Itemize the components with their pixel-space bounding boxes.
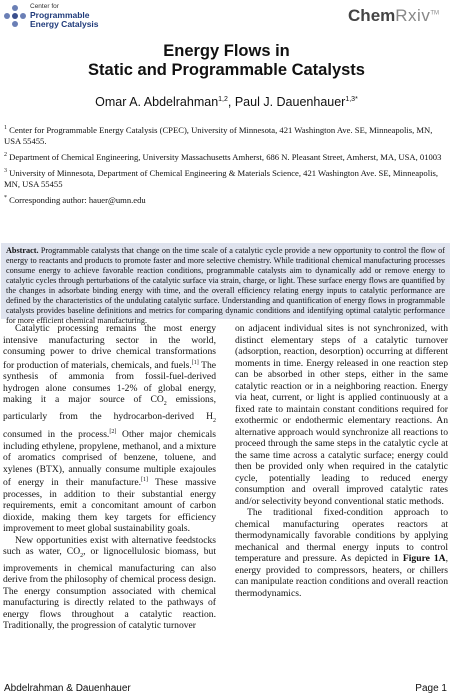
cpec-logo-icon xyxy=(4,5,26,27)
chemrxiv-logo xyxy=(348,6,439,26)
citation: [2] xyxy=(109,429,117,435)
abstract-label: Abstract. xyxy=(6,246,39,255)
affiliation-item xyxy=(4,123,444,147)
text-run: New opportunities exist with alternative feedstocks such as water, CO xyxy=(3,534,216,558)
text-run: The traditional fixed-condition approach to chemical manufacturing operates reactors at thermodynamically favorable conditions by applying mechanical and thermal energy inputs to control temperature and pressure. As depicted in xyxy=(235,507,448,564)
text-run: Catalytic processing remains the most energy intensive manufacturing sector in the world, consuming power to drive chemical transformations for production of materials, chemicals, and fuels. xyxy=(3,323,216,371)
affil-num: 1 xyxy=(4,125,7,131)
brand-chem: Chem xyxy=(348,6,396,25)
body-column-left xyxy=(3,323,216,632)
paragraph xyxy=(235,507,448,599)
text-run: Other major chemicals including ethylene, propylene, methanol, and a mixture of aromatics comprised of benzene, toluene, and xylenes (BTX), annually consume multiple exajoules of energy in their manufacture. xyxy=(3,429,216,489)
paper-title xyxy=(0,42,453,80)
text-run: emissions, particularly from the hydrocarbon-derived H xyxy=(3,394,216,422)
brand-rxiv: Rxiv xyxy=(395,6,431,25)
body-column-right xyxy=(235,323,448,599)
affil-num: 2 xyxy=(4,151,7,158)
text-run: on adjacent individual sites is not synchronized, with distinct elementary steps of a catalytic turnover (adsorption, reaction, desorption) occurring at different moments in time. Energy released in one reaction step can be absorbed in other steps, either in the same catalytic reaction or in a neighboring reaction. Energy via heat, current, or light is applied continuously at a fixed rate to maintain constant conditions required for exothermic or endothermic elementary reactions. An alternative approach would synchronize all reactions to proceed through the same steps in the catalytic cycle at the same time across a catalytic surface; energy could then be provided only when required in the catalytic cycle, potentially leading to reduced energy consumption and overall improved catalytic rates and/or selectivity beyond conventional static methods. xyxy=(235,323,448,507)
logo-line-1: Center for xyxy=(30,3,59,10)
affil-text: Corresponding author: hauer@umn.edu xyxy=(9,194,146,205)
author-1: Omar A. Abdelrahman xyxy=(95,95,219,109)
text-run: consumed in the process. xyxy=(3,429,110,441)
affil-text: Center for Programmable Energy Catalysis (CPEC), University of Minnesota, 421 Washington Ave. SE, Minneapolis, MN, USA 55455. xyxy=(4,124,433,146)
affil-text: University of Minnesota, Department of Chemical Engineering & Materials Science, 421 Washington Ave. SE, Minneapolis, MN, USA 55455 xyxy=(4,167,438,189)
text-run: The synthesis of ammonia from fossil-fuel-derived hydrogen alone consumes 1-2% of global energy, making it a major source of CO xyxy=(3,359,216,406)
author-2: Paul J. Dauenhauer xyxy=(234,95,346,109)
abstract-box xyxy=(1,243,450,325)
author-1-affil: 1,2 xyxy=(218,95,228,103)
author-list xyxy=(0,95,453,109)
footer-authors: Abdelrahman & Dauenhauer xyxy=(4,683,131,694)
cpec-logo xyxy=(4,2,99,29)
text-run: These massive processes, in addition to their substantial energy requirements, emit a concomitant amount of carbon dioxide, making them key targets for efficiency improvement to meet global sustainability goals. xyxy=(3,477,216,535)
subscript: 2 xyxy=(80,553,84,560)
affiliations xyxy=(4,123,444,208)
figure-reference[interactable]: Figure 1A xyxy=(402,553,446,564)
citation: [1] xyxy=(191,359,199,366)
brand-tm: TM xyxy=(430,10,439,17)
author-separator: , xyxy=(227,95,235,109)
paragraph xyxy=(235,323,448,507)
citation: [1] xyxy=(141,477,148,484)
author-2-affil: 1,3* xyxy=(345,95,358,103)
paragraph xyxy=(3,535,216,632)
title-line-2: Static and Programmable Catalysts xyxy=(88,61,365,79)
affil-text: Department of Chemical Engineering, University Massachusetts Amherst, 686 N. Pleasant Street, Amherst, MA, USA, 01003 xyxy=(9,151,442,162)
logo-line-2: Programmable xyxy=(30,10,90,20)
abstract-text: Programmable catalysts that change on the time scale of a catalytic cycle provide a new opportunity to control the flow of energy to reactants and products to promote faster and more selective chemistry. While traditional chemical manufacturing processes consume energy to achieve favorable reaction conditions, programmable catalysts aim to dynamically add or remove energy to catalytic cycles through perturbations of the catalytic surface via strain, charge, or light. These surface energy flows are quantified by the changes in adsorbate binding energy with time, and the overall efficiency relating energy inputs to catalytic performance are defined by the characteristics of the undulating catalytic surface. Understanding and quantification of energy flows in programmable catalysts provides baseline definitions and metrics for comparing dynamic conditions and identifying optimal catalytic performance for more efficient chemical manufacturing. xyxy=(6,246,446,325)
page-number: Page 1 xyxy=(415,683,447,694)
affiliation-item xyxy=(4,150,444,163)
logo-line-3: Energy Catalysis xyxy=(30,19,99,29)
affil-num: 3 xyxy=(4,167,7,174)
paragraph xyxy=(3,323,216,535)
corresponding-author xyxy=(4,193,444,206)
title-line-1: Energy Flows in xyxy=(163,42,290,60)
affiliation-item xyxy=(4,166,444,190)
text-run: , or lignocellulosic biomass, but improvements in chemical manufacturing can also derive from the philosophy of chemical process design. The energy consumption associated with chemical manufacturing is directly related to the pathways of energy flows throughout a catalytic reaction. Traditionally, the progression of catalytic turnover xyxy=(3,546,216,632)
subscript: 2 xyxy=(213,417,216,424)
page-header xyxy=(0,0,453,32)
text-run: , energy provided to compressors, heaters, or chillers can manipulate reaction conditions and overall reaction thermodynamics. xyxy=(235,553,449,599)
subscript: 2 xyxy=(163,401,167,408)
affil-num: * xyxy=(4,194,7,201)
